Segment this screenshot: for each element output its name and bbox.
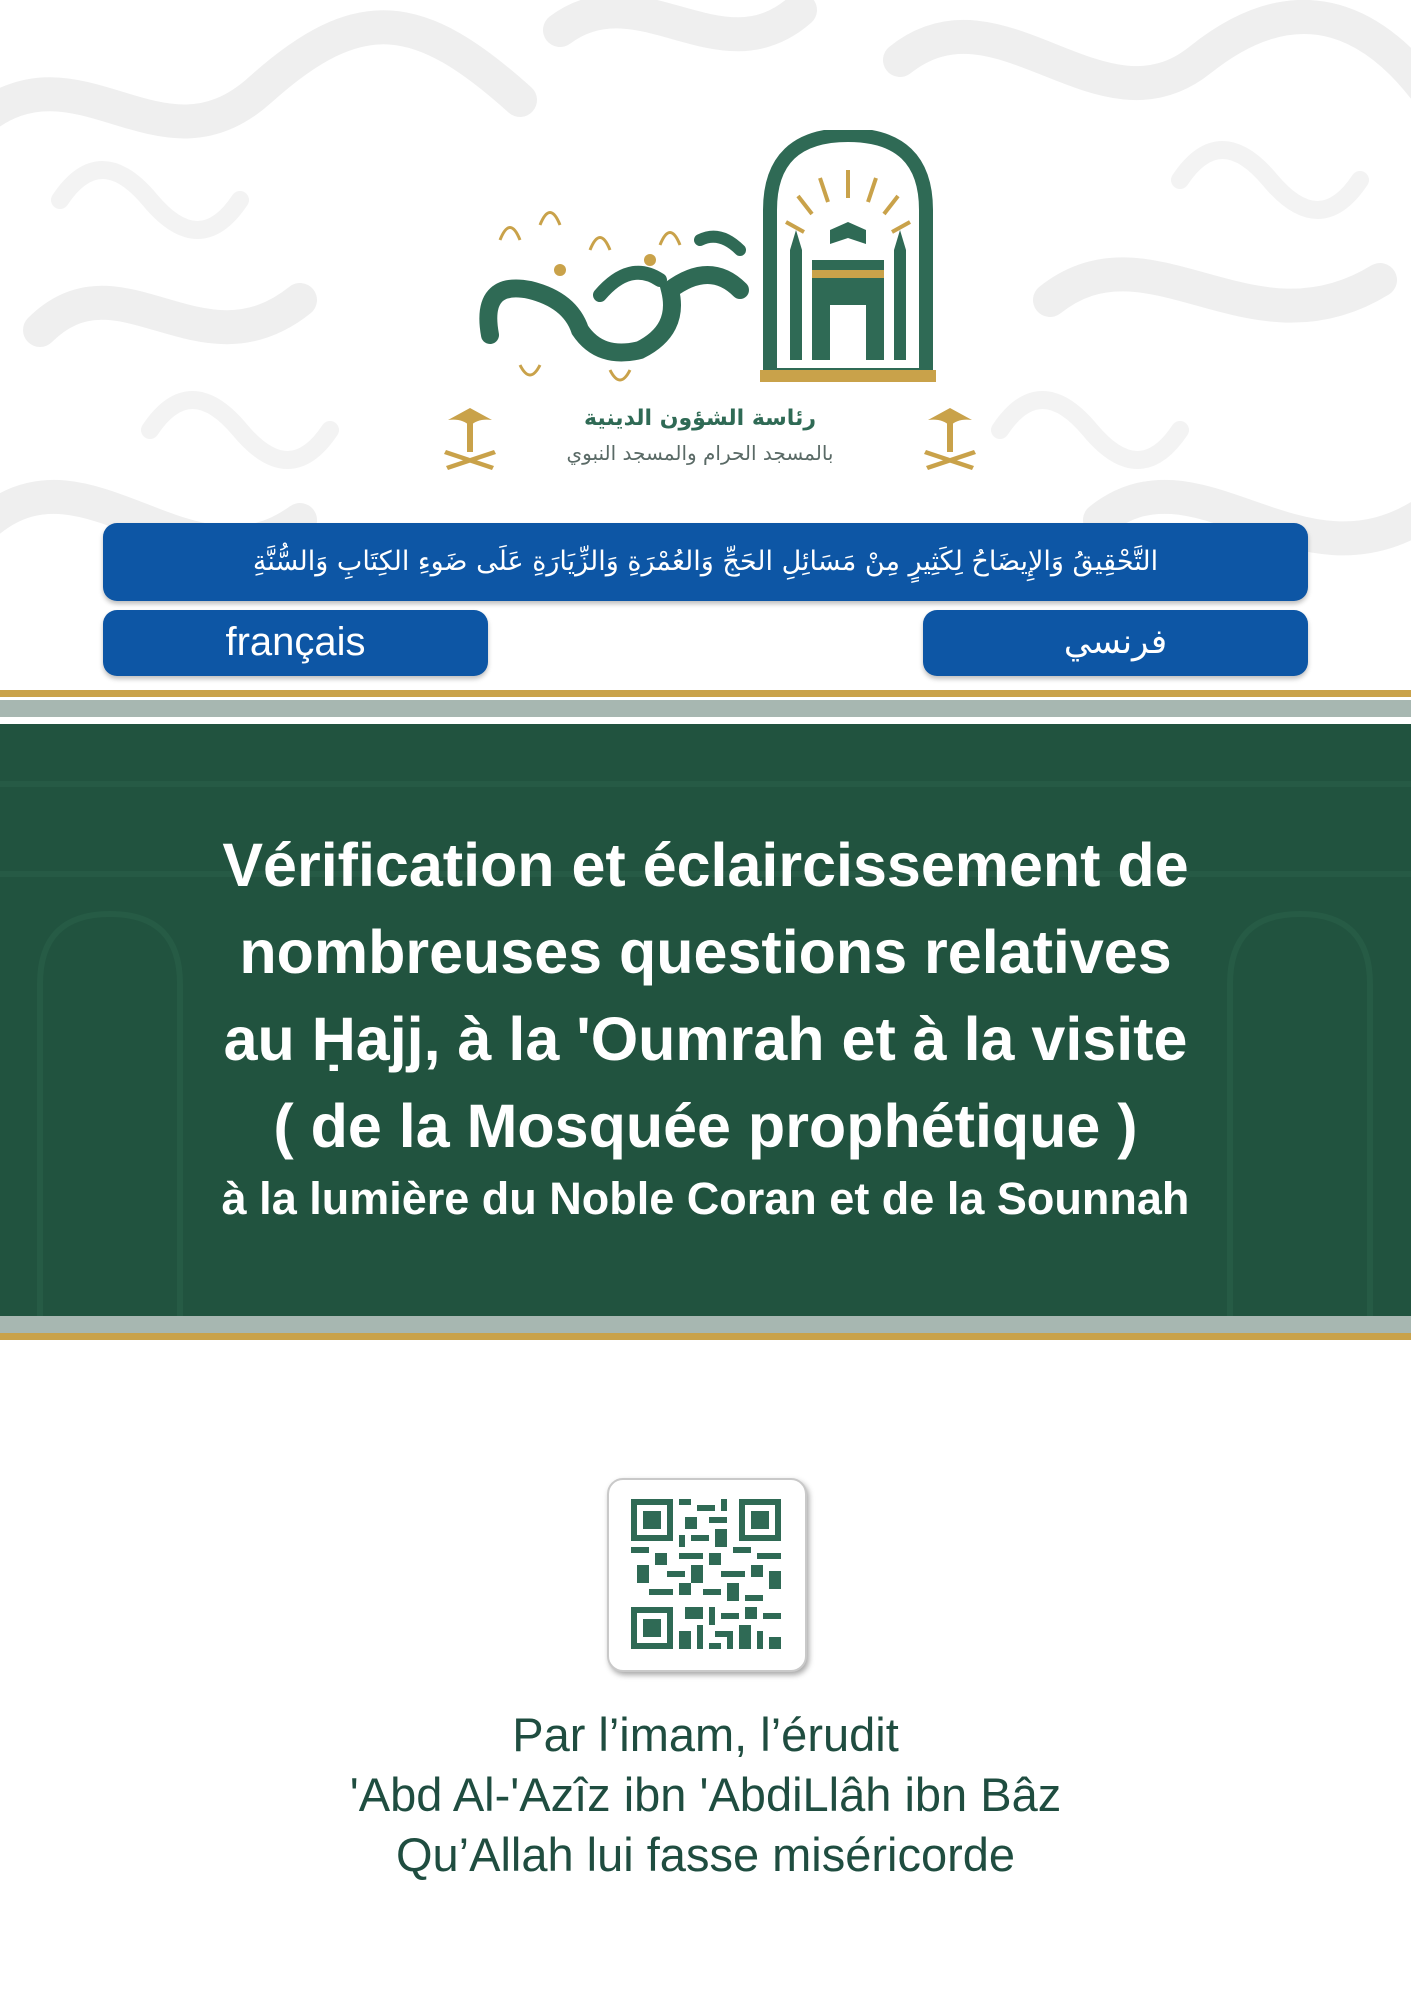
brand-calligraphy	[488, 213, 740, 381]
palm-swords-emblem-icon	[440, 400, 500, 472]
qr-code-card[interactable]	[607, 1478, 807, 1672]
author-block	[200, 1705, 1211, 1885]
arabic-title-bar: التَّحْقِيقُ وَالإِيضَاحُ لِكَثِيرٍ مِنْ مَسَائِلِ الحَجِّ وَالعُمْرَةِ وَالزِّيَارَةِ عَلَى ضَوءِ الكِتَابِ وَالسُّنَّةِ	[103, 523, 1308, 601]
mosque-arch-icon	[760, 135, 936, 382]
subtitle: à la lumière du Noble Coran et de la Sounnah	[221, 1173, 1190, 1224]
author-name: 'Abd Al-'Azîz ibn 'AbdiLlâh ibn Bâz	[349, 1768, 1062, 1821]
title-line: nombreuses questions relatives	[239, 918, 1172, 986]
logo-graphic	[460, 130, 950, 390]
gray-divider-bottom	[0, 1316, 1411, 1333]
language-label-french: français	[103, 610, 488, 676]
gold-divider-bottom	[0, 1333, 1411, 1340]
org-name-line2: بالمسجد الحرام والمسجد النبوي	[566, 441, 834, 465]
palm-swords-emblem-icon	[920, 400, 980, 472]
gold-divider-top	[0, 690, 1411, 697]
gray-divider-top	[0, 700, 1411, 717]
title-line: au Ḥajj, à la 'Oumrah et à la visite	[223, 1005, 1188, 1073]
org-name-line1: رئاسة الشؤون الدينية	[584, 406, 816, 431]
title-band	[0, 724, 1411, 1316]
author-line: Par l’imam, l’érudit	[512, 1708, 899, 1761]
organization-block	[440, 400, 980, 480]
main-title	[60, 822, 1351, 1170]
language-label-arabic: فرنسي	[923, 610, 1308, 676]
author-line: Qu’Allah lui fasse miséricorde	[395, 1828, 1016, 1881]
qr-code-icon	[631, 1499, 781, 1649]
haramain-logo	[460, 130, 950, 390]
title-line: ( de la Mosquée prophétique )	[273, 1092, 1138, 1160]
title-line: Vérification et éclaircissement de	[222, 831, 1189, 899]
